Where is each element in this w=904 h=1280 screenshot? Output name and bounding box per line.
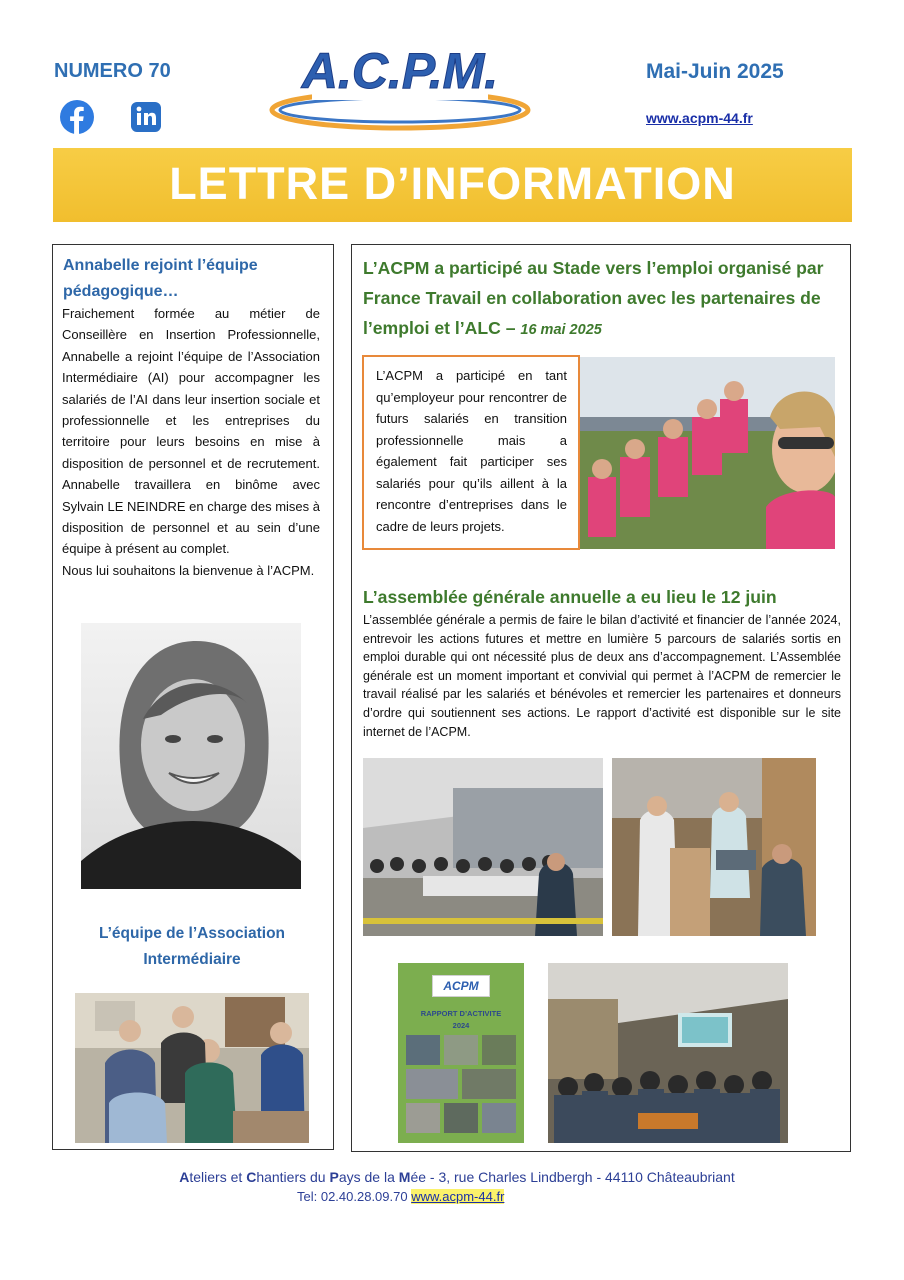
footer-word-mee: ée — [410, 1169, 427, 1185]
report-cover — [398, 963, 524, 1143]
report-cover-year: 2024 — [452, 1021, 470, 1030]
footer-initial-m: M — [398, 1169, 411, 1185]
report-cover-photos — [406, 1035, 516, 1135]
footer-word-pays: ays de la — [338, 1169, 399, 1185]
article-body-annabelle — [62, 303, 320, 581]
ag-photo-audience — [548, 963, 788, 1143]
linkedin-icon[interactable] — [129, 100, 163, 134]
article-heading-annabelle: Annabelle rejoint l’équipe pédagogique… — [63, 257, 258, 300]
issue-date: Mai-Juin 2025 — [646, 60, 784, 83]
footer-word-ateliers: teliers et — [189, 1169, 247, 1185]
footer-street: - 3, rue Charles Lindbergh - 44110 Châteaubriant — [426, 1169, 735, 1185]
footer-word-chantiers: hantiers du — [256, 1169, 330, 1185]
ag-photo-hall — [363, 758, 603, 936]
stade-heading-text: L’ACPM a participé au Stade vers l’emploi organisé par France Travail en collaboration avec les partenaires de l’emploi et l’ALC – — [363, 258, 824, 338]
banner-title: LETTRE D’INFORMATION — [169, 158, 736, 209]
logo-text: A.C.P.M. — [301, 43, 499, 99]
footer-tel: Tel: 02.40.28.09.70 — [297, 1189, 412, 1204]
article-heading-stade — [363, 253, 845, 345]
footer-address — [0, 1169, 904, 1185]
website-link[interactable]: www.acpm-44.fr — [646, 110, 753, 126]
right-column — [351, 244, 851, 1152]
acpm-logo — [268, 30, 532, 140]
issue-number: NUMERO 70 — [54, 60, 171, 82]
footer-contact — [297, 1189, 504, 1204]
team-photo — [75, 993, 309, 1143]
stade-heading-date: 16 mai 2025 — [520, 322, 602, 338]
stade-photo — [580, 357, 835, 549]
article-heading-ag: L’assemblée générale annuelle a eu lieu le 12 juin — [363, 587, 777, 607]
footer-initial-p: P — [329, 1169, 339, 1185]
footer-initial-c: C — [246, 1169, 257, 1185]
team-caption: L’équipe de l’Association Intermédiaire — [98, 925, 286, 968]
report-cover-logo: ACPM — [432, 975, 490, 997]
annabelle-paragraph: Fraichement formée au métier de Conseillère en Insertion Professionnelle, Annabelle a rejoint l’équipe de l’Association Intermédiaire (AI) pour accompagner les salariés de l’AI dans leur insertion sociale et professionnelle et les entreprises du territoire pour leurs besoins en mise à disposition de personnel et de recrutement. Annabelle travaillera en binôme avec Sylvain LE NEINDRE en charge des mises à disposition de personnel et au sein d’une équipe à présent au complet. — [62, 306, 320, 557]
footer-website-link[interactable]: www.acpm-44.fr — [411, 1189, 505, 1204]
welcome-paragraph: Nous lui souhaitons la bienvenue à l’ACPM. — [62, 562, 315, 578]
portrait-photo — [81, 623, 301, 889]
banner — [53, 148, 852, 222]
ag-photo-speakers — [612, 758, 816, 936]
footer-initial-a: A — [179, 1169, 190, 1185]
article-body-ag: L’assemblée générale a permis de faire le bilan d’activité et financier de l’année 2024, entrevoir les actions futures et mettre en lumière 5 parcours de salariés sortis en emploi durable qui ont nécessité plus de deux ans d’accompagnement. L’Assemblée générale est un moment important et convivial qui permet à l’ACPM de remercier le travail réalisé par les salariés et bénévoles et remercier les partenaires et donneurs d’ordre qui soutiennent ses actions. Le rapport d’activité est disponible sur le site internet de l’ACPM. — [363, 613, 841, 739]
left-column — [52, 244, 334, 1150]
stade-text-box — [362, 355, 580, 550]
stade-text: L’ACPM a participé en tant qu’employeur pour rencontrer de futurs salariés en transition professionnelle mais a également fait participer ses salariés pour qu’ils aillent à la rencontre d’entreprises dans le cadre de leurs projets. — [376, 368, 567, 534]
facebook-icon[interactable] — [60, 100, 94, 134]
report-cover-title: RAPPORT D’ACTIVITE — [420, 1009, 502, 1018]
